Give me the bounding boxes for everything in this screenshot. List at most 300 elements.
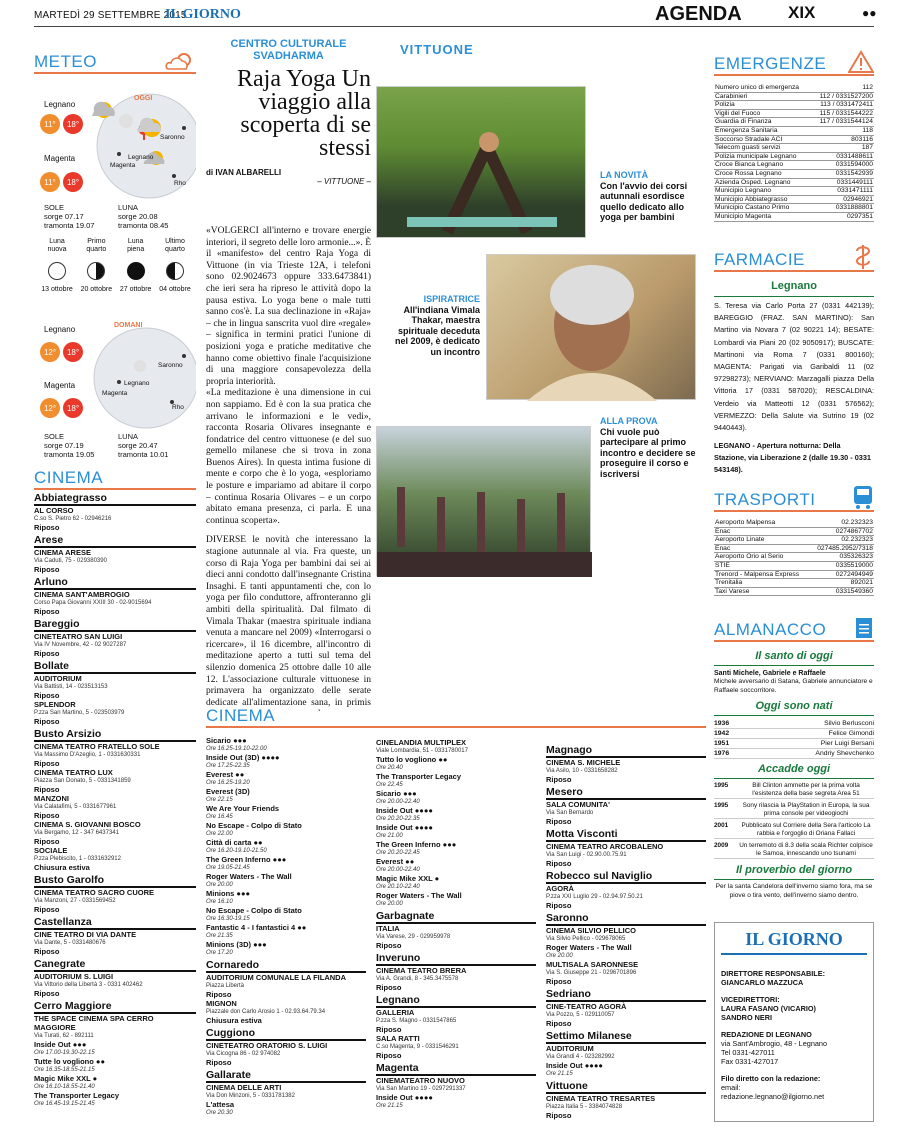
venue-name: AGORÀ	[546, 884, 574, 893]
article-p2: «La meditazione è una dimensione in cui non sappiamo. Ed è con la sua pratica che arrivano le informazioni e le vedi», racconta Rosaria Olivares insegnante e fondatrice del centro vittuonese (e del suo gemello milanese che si trova in zona Buenos Aires). In questa intima fusione di mente e corpo che è lo yoga, «esploriamo le posture e impariamo ad abitare il corpo – continua Rosaria Olivares – e un corpo abitato emana presenza, ci parla. E una continua scoperta».	[206, 388, 371, 526]
redazione-tel: Tel 0331-427011	[721, 1048, 775, 1057]
row-label: Guardia di Finanza	[714, 118, 811, 127]
venue-name: CINEMA ARESE	[34, 548, 91, 557]
phase-date: 20 ottobre	[80, 286, 113, 293]
film-title: The Green Inferno ●●●	[376, 840, 457, 849]
tomorrow-city2: Magenta	[44, 381, 76, 390]
film-title: Città di carta ●●	[206, 838, 263, 847]
nati-row	[714, 729, 874, 739]
venue-address: Via Turati, 62 - 892111	[34, 1033, 94, 1039]
nati-list	[714, 719, 874, 759]
warning-icon	[848, 50, 874, 74]
article-col1	[206, 226, 371, 711]
map-label: Saronno	[160, 134, 185, 141]
row-number: 02946921	[811, 195, 874, 204]
cinema-list	[34, 492, 196, 1108]
caption-3	[600, 416, 696, 479]
town-heading: Magenta	[376, 1062, 536, 1076]
town-heading: Garbagnate	[376, 910, 536, 924]
show-times: Ore 20.20-22.35	[376, 816, 420, 822]
film-title: Inside Out ●●●●	[376, 806, 433, 815]
mail-l2: email:	[721, 1083, 741, 1092]
film-title: The Green Inferno ●●●	[206, 855, 287, 864]
accadde-heading: Accadde oggi	[757, 763, 831, 775]
venue-name: CINEMA TEATRO TRESARTES	[546, 1094, 656, 1103]
venue-status: Riposo	[546, 901, 572, 910]
row-label: Enac	[714, 527, 810, 536]
venue-name: CINE-TEATRO AGORÀ	[546, 1002, 627, 1011]
caption-1-text: Con l'avvio dei corsi autunnali esordisce quello dedicato allo yoga per bambini	[600, 180, 688, 222]
show-times: Ore 22.15	[206, 797, 233, 803]
map-label: Saronno	[158, 362, 183, 369]
film-title: Magic Mike XXL ●	[34, 1074, 98, 1083]
sun-label: SOLE	[44, 203, 65, 212]
venue-name: MULTISALA SARONNESE	[546, 960, 639, 969]
film-title: Roger Waters - The Wall	[206, 872, 292, 881]
nati-row	[714, 719, 874, 729]
temp-min: 11°	[40, 172, 60, 192]
caption-3-head: ALLA PROVA	[600, 416, 658, 426]
article-col-bottom	[376, 580, 706, 710]
venue-name: THE SPACE CINEMA SPA CERRO MAGGIORE	[34, 1014, 154, 1032]
film-title: Roger Waters - The Wall	[376, 891, 462, 900]
today-city1: Legnano	[44, 100, 76, 109]
show-times: Ore 22.00	[206, 831, 233, 837]
venue-status: Riposo	[34, 717, 60, 726]
weather-icon	[164, 50, 196, 72]
vice-label: VICEDIRETTORI:	[721, 995, 780, 1004]
film-title: Everest (3D)	[206, 787, 250, 796]
film-title: Magic Mike XXL ●	[376, 874, 440, 883]
town-heading: Busto Garolfo	[34, 874, 196, 888]
emergenze-bar	[714, 74, 874, 76]
venue-status: Riposo	[546, 859, 572, 868]
show-times: Ore 16.10	[206, 899, 233, 905]
nati-year: 1951	[714, 740, 730, 747]
emergenze-table	[714, 84, 874, 222]
almanacco-bar	[714, 640, 874, 642]
row-number: 027485.2952/7318	[810, 544, 874, 553]
film-title: Inside Out ●●●	[34, 1040, 87, 1049]
mail-address[interactable]: redazione.legnano@ilgiorno.net	[721, 1092, 825, 1101]
film-title: No Escape - Colpo di Stato	[206, 906, 302, 915]
film-title: Tutto lo vogliono ●●	[376, 755, 448, 764]
sun-label: SOLE	[44, 432, 65, 441]
town-heading: Gallarate	[206, 1069, 366, 1083]
nati-name: Felice Gimondi	[828, 730, 874, 737]
show-times: Ore 21.15	[546, 1071, 573, 1077]
colophon-mail	[721, 1074, 867, 1101]
film-title: Inside Out (3D) ●●●●	[206, 753, 280, 762]
row-label: Croce Rossa Legnano	[714, 169, 811, 178]
row-number: 0335519000	[810, 561, 874, 570]
film-title: Fantastic 4 - I fantastici 4 ●●	[206, 923, 307, 932]
first-quarter-icon	[87, 262, 105, 280]
caption-1-head: LA NOVITÀ	[600, 170, 649, 180]
venue-name: CINE TEATRO DI VIA DANTE	[34, 930, 137, 939]
row-number: 0272494949	[810, 570, 874, 579]
vice-name-2: SANDRO NERI	[721, 1013, 773, 1022]
temp-max: 18°	[63, 398, 83, 418]
moon-set: tramonta 08.45	[118, 221, 169, 230]
today-tag: OGGI	[134, 95, 153, 102]
row-number: 115 / 0331544222	[811, 109, 874, 118]
venue-status: Riposo	[34, 905, 60, 914]
venue-status: Chiusura estiva	[34, 863, 90, 872]
venue-name: MANZONI	[34, 794, 69, 803]
new-moon-icon	[48, 262, 66, 280]
venue-address: Piazza Libertà	[206, 983, 245, 989]
byline: di IVAN ALBARELLI	[206, 168, 282, 177]
map-label: Legnano	[124, 380, 150, 387]
row-number: 0331888801	[811, 204, 874, 213]
cinema2-title: CINEMA	[206, 706, 276, 725]
show-times: Ore 20.00	[206, 882, 233, 888]
tomorrow-tag: DOMANI	[114, 322, 143, 329]
table-row	[714, 161, 874, 170]
phase-date: 04 ottobre	[159, 286, 191, 293]
venue-status: Riposo	[546, 977, 572, 986]
show-times: Ore 16.10-18.55-21.40	[34, 1084, 95, 1090]
santo-rule	[714, 665, 874, 666]
row-label: Carabinieri	[714, 92, 811, 101]
row-label: Numero unico di emergenza	[714, 84, 811, 92]
sun-moon-today	[44, 203, 194, 230]
article-kicker: CENTRO CULTURALE SVADHARMA	[230, 38, 347, 62]
page-number: XIX	[788, 3, 816, 22]
venue-name: CINEMA TEATRO ARCOBALENO	[546, 842, 664, 851]
map-tomorrow	[34, 320, 196, 432]
venue-name: CINEMA TEATRO FRATELLO SOLE	[34, 742, 160, 751]
accadde-row	[714, 802, 874, 819]
show-times: Ore 20.00	[546, 953, 573, 959]
article-location: VITTUONE	[400, 42, 474, 57]
nati-row	[714, 739, 874, 749]
venue-address: P.zza XXI Luglio 29 - 02.94.97.50.21	[546, 894, 643, 900]
table-row	[714, 195, 874, 204]
show-times: Ore 20.30	[206, 1110, 233, 1116]
town-heading: Vittuone	[546, 1080, 706, 1094]
venue-name: CINEMA DELLE ARTI	[206, 1083, 282, 1092]
show-times: Ore 21.15	[376, 1103, 403, 1109]
show-times: Ore 21.00	[376, 833, 403, 839]
table-row	[714, 118, 874, 127]
show-times: Ore 21.35	[206, 933, 233, 939]
proverbio-rule	[714, 879, 874, 880]
venue-status: Riposo	[376, 1025, 402, 1034]
show-times: Ore 17.20	[206, 950, 233, 956]
caption-2-text: All'indiana Vimala Thakar, maestra spirituale deceduta nel 2009, è dedicato un incontro	[394, 304, 480, 357]
show-times: Ore 22.45	[376, 782, 403, 788]
venue-address: Via Manzoni, 27 - 0331569452	[34, 898, 116, 904]
venue-status: Riposo	[34, 811, 60, 820]
farmacie-title: FARMACIE	[714, 250, 805, 269]
table-row	[714, 544, 874, 553]
row-label: Aeroporto Malpensa	[714, 519, 810, 527]
today-city2: Magenta	[44, 154, 76, 163]
byline-row	[206, 168, 371, 177]
venue-status: Riposo	[34, 837, 60, 846]
santo-name: Santi Michele, Gabriele e Raffaele	[714, 670, 826, 677]
film-title: Inside Out ●●●●	[376, 823, 433, 832]
venue-address: Via San Bernardo	[546, 810, 594, 816]
town-heading: Abbiategrasso	[34, 492, 196, 506]
film-title: Minions ●●●	[206, 889, 251, 898]
row-label: STIE	[714, 561, 810, 570]
venue-address: Via S. Giuseppe 21 - 0296701896	[546, 970, 637, 976]
meteo-bar	[34, 72, 196, 74]
town-heading: Inveruno	[376, 952, 536, 966]
venue-status: Riposo	[546, 775, 572, 784]
moon-rise: sorge 20.47	[118, 441, 158, 450]
venue-name: SOCIALE	[34, 846, 68, 855]
trasporti-title: TRASPORTI	[714, 490, 816, 509]
article-headline-block	[206, 38, 371, 186]
venue-status: Riposo	[34, 649, 60, 658]
film-title: Sicario ●●●	[376, 789, 417, 798]
caption-1	[600, 170, 695, 223]
venue-name: ITALIA	[376, 924, 400, 933]
temp-max: 18°	[63, 172, 83, 192]
temp-min: 11°	[40, 114, 60, 134]
photo-vimala-thakar	[486, 254, 696, 400]
film-title: The Transporter Legacy	[376, 772, 462, 781]
map-label: Magenta	[110, 162, 136, 169]
trasporti-bar	[714, 510, 874, 512]
venue-address: Viale Lombardia, 51 - 0331780017	[376, 748, 468, 754]
accadde-rule	[714, 778, 874, 779]
farmacie-rule	[714, 296, 874, 297]
venue-address: P.zza S. Magno - 0331547865	[376, 1018, 457, 1024]
town-heading: Motta Visconti	[546, 828, 706, 842]
table-row	[714, 579, 874, 588]
accadde-year: 2001	[714, 822, 729, 829]
sun-moon-tomorrow	[44, 432, 194, 459]
article-headline: Raja Yoga Un viaggio alla scoperta di se stessi	[236, 66, 371, 161]
film-title: We Are Your Friends	[206, 804, 280, 813]
row-number: 0331488611	[811, 152, 874, 161]
almanacco-title: ALMANACCO	[714, 620, 827, 639]
show-times: Ore 20.00	[376, 901, 403, 907]
accadde-text: Un terremoto di 8.3 della scala Richter colpisce le Samoa, innescando uno tsunami	[739, 842, 873, 857]
temp-min: 12°	[40, 342, 60, 362]
nati-year: 1976	[714, 750, 730, 757]
venue-address: Via Don Minzoni, 5 - 0331781382	[206, 1093, 295, 1099]
meteo-title: METEO	[34, 52, 97, 71]
cinema2-bar	[206, 726, 706, 728]
venue-status: Riposo	[376, 1051, 402, 1060]
show-times: Ore 20.00-22.40	[376, 867, 420, 873]
table-row	[714, 109, 874, 118]
redazione-fax: Fax 0331-427017	[721, 1057, 779, 1066]
row-label: Trenord - Malpensa Express	[714, 570, 810, 579]
table-row	[714, 570, 874, 579]
row-label: Azienda Osped. Legnano	[714, 178, 811, 187]
town-heading: Bollate	[34, 660, 196, 674]
cinema-main	[206, 706, 706, 728]
row-number: 892021	[810, 579, 874, 588]
venue-name: CINELANDIA MULTIPLEX	[376, 738, 466, 747]
town-heading: Cerro Maggiore	[34, 1000, 196, 1014]
row-number: 0331549360	[810, 587, 874, 596]
cinema-bar	[34, 488, 196, 490]
row-number: 187	[811, 144, 874, 153]
town-heading: Legnano	[376, 994, 536, 1008]
town-heading: Castellanza	[34, 916, 196, 930]
almanacco-section	[714, 616, 874, 900]
director-name: GIANCARLO MAZZUCA	[721, 978, 804, 987]
colophon-vice	[721, 995, 867, 1022]
venue-status: Riposo	[34, 565, 60, 574]
town-heading: Cornaredo	[206, 959, 366, 973]
row-number: 112 / 0331527200	[811, 92, 874, 101]
tomorrow-temps1	[40, 342, 83, 362]
temp-max: 18°	[63, 114, 83, 134]
venue-status: Chiusura estiva	[206, 1016, 262, 1025]
film-title: Inside Out ●●●●	[546, 1061, 603, 1070]
sun-set: tramonta 19.07	[44, 221, 95, 230]
phase-name: Ultimo quarto	[165, 238, 185, 253]
phase-name: Primo quarto	[86, 238, 107, 253]
film-title: Minions (3D) ●●●	[206, 940, 267, 949]
show-times: Ore 16.30-19.15	[206, 916, 250, 922]
venue-name: CINEMATEATRO NUOVO	[376, 1076, 465, 1085]
table-row	[714, 553, 874, 562]
venue-status: Riposo	[34, 785, 60, 794]
row-label: Municipio Legnano	[714, 187, 811, 196]
row-number: 113 / 0331472411	[811, 101, 874, 110]
moon-phases	[40, 238, 192, 294]
santo-text: Michele avversario di Satana, Gabriele annunciatore e Raffaele soccorritore.	[714, 678, 873, 694]
venue-status: Riposo	[376, 983, 402, 992]
accadde-year: 1995	[714, 802, 729, 809]
row-number: 117 / 0331544124	[811, 118, 874, 127]
venue-name: AL CORSO	[34, 506, 74, 515]
issue-date: MARTEDÌ 29 SETTEMBRE 2015	[34, 10, 187, 21]
row-number: 02.232323	[810, 536, 874, 545]
venue-address: Piazza San Donato, 5 - 0331341859	[34, 778, 131, 784]
map-label: Legnano	[128, 154, 154, 161]
sun-rise: sorge 07.17	[44, 212, 84, 221]
venue-name: AUDITORIUM	[546, 1044, 594, 1053]
photo-kids-yoga	[376, 86, 586, 238]
town-heading: Mesero	[546, 786, 706, 800]
show-times: Ore 20.10-22.40	[376, 884, 420, 890]
venue-address: Piazza Italia 5 - 3384074828	[546, 1104, 623, 1110]
table-row	[714, 527, 874, 536]
table-row	[714, 169, 874, 178]
vice-name-1: LAURA FASANO (VICARIO)	[721, 1004, 816, 1013]
dateline: – VITTUONE –	[317, 177, 371, 186]
venue-address: Via IV Novembre, 42 - 02 9027287	[34, 642, 127, 648]
show-times: Ore 16.45	[206, 814, 233, 820]
accadde-row	[714, 782, 874, 799]
accadde-text: Bill Clinton ammette per la prima volta l'esistenza della base segreta Area 51	[752, 782, 860, 797]
row-label: Emergenza Sanitaria	[714, 126, 811, 135]
town-heading: Canegrate	[34, 958, 196, 972]
table-row	[714, 92, 874, 101]
venue-name: CINEMA S. GIOVANNI BOSCO	[34, 820, 141, 829]
venue-address: C.so Magenta, 9 - 0331546291	[376, 1044, 459, 1050]
trasporti-section	[714, 484, 874, 596]
show-times: Ore 16.25-19.20	[206, 780, 250, 786]
redazione-addr: via Sant'Ambrogio, 48 - Legnano	[721, 1039, 828, 1048]
town-heading: Arluno	[34, 576, 196, 590]
venue-status: Riposo	[376, 941, 402, 950]
venue-status: Riposo	[546, 1019, 572, 1028]
colophon-director	[721, 969, 867, 987]
map-label: Rho	[174, 180, 186, 187]
venue-name: AUDITORIUM S. LUIGI	[34, 972, 114, 981]
meteo-section	[34, 50, 196, 74]
moon-phase	[119, 238, 153, 294]
sun-rise: sorge 07.19	[44, 441, 84, 450]
moon-set: tramonta 10.01	[118, 450, 169, 459]
venue-status: Riposo	[34, 947, 60, 956]
venue-address: Via Varese, 29 - 029959978	[376, 934, 451, 940]
proverbio-heading: Il proverbio del giorno	[735, 864, 853, 876]
film-title: L'attesa	[206, 1100, 235, 1109]
film-title: Everest ●●	[206, 770, 245, 779]
tomorrow-temps2	[40, 398, 83, 418]
pharmacy-icon	[852, 244, 874, 270]
venue-name: SALA RATTI	[376, 1034, 420, 1043]
venue-address: Via Grandi 4 - 023282992	[546, 1054, 615, 1060]
venue-name: MIGNON	[206, 999, 237, 1008]
table-row	[714, 212, 874, 221]
row-label: Polizia municipale Legnano	[714, 152, 811, 161]
venue-address: P.zza San Martino, 5 - 023503979	[34, 710, 125, 716]
table-row	[714, 178, 874, 187]
venue-name: CINEMA TEATRO SACRO CUORE	[34, 888, 154, 897]
row-number: 0331594000	[811, 161, 874, 170]
row-number: 118	[811, 126, 874, 135]
colophon-box	[714, 922, 874, 1122]
venue-name: CINEMA SANT'AMBROGIO	[34, 590, 130, 599]
venue-address: Via San Martino 19 - 0297291337	[376, 1086, 466, 1092]
colophon-redazione	[721, 1030, 867, 1066]
table-row	[714, 587, 874, 596]
town-heading: Sedriano	[546, 988, 706, 1002]
table-row	[714, 144, 874, 153]
row-label: Municipio Magenta	[714, 212, 811, 221]
row-label: Taxi Varese	[714, 587, 810, 596]
farmacie-list: S. Teresa via Carlo Porta 27 (0331 442139); BAREGGIO (FRAZ. SAN MARTINO): San Martino via Novara 7 (02 90221 14); BESATE: Lombardi via Piani 20 (02 9050917); BUSCATE: Martinoni via Roma 7 (0331 800160); MAGENTA: Parigati via Garibaldi 11 (02 97298273); NERVIANO: Marzagalli piazza Della Vittoria 17 (0331 587020); RESCALDINA: Verdeio via Matteotti 12 (0331 576562); VERMEZZO: Della Salute via Sutrino 19 (02 9440443).	[714, 301, 874, 433]
nati-year: 1942	[714, 730, 730, 737]
accadde-year: 1995	[714, 782, 729, 789]
phase-name: Luna piena	[127, 238, 145, 253]
venue-address: Via Silvio Pellico - 029678065	[546, 936, 626, 942]
venue-name: CINETEATRO ORATORIO S. LUIGI	[206, 1041, 328, 1050]
table-row	[714, 101, 874, 110]
table-row	[714, 536, 874, 545]
paper-name: IL GIORNO	[165, 7, 241, 22]
town-heading: Cuggiono	[206, 1027, 366, 1041]
accadde-text: Pubblicato sul Corriere della Sera l'articolo La rabbia e l'orgoglio di Oriana Fallaci	[741, 822, 871, 837]
proverbio-text: Per la santa Candelora dell'inverno siamo fora, ma se piove o tira vento, dell'inverno siamo dentro.	[715, 883, 873, 899]
film-title: No Escape - Colpo di Stato	[206, 821, 302, 830]
table-row	[714, 204, 874, 213]
town-heading: Arese	[34, 534, 196, 548]
venue-status: Riposo	[546, 1111, 572, 1120]
nati-name: Pier Luigi Bersani	[820, 740, 874, 747]
yoga-child-figure	[377, 87, 587, 239]
venue-name: SALA COMUNITA'	[546, 800, 610, 809]
page-header	[0, 0, 908, 30]
row-number: 0331471111	[811, 187, 874, 196]
trasporti-table	[714, 519, 874, 596]
accadde-text: Sony rilascia la PlayStation in Europa, la sua prima console per videogiochi	[742, 802, 870, 817]
